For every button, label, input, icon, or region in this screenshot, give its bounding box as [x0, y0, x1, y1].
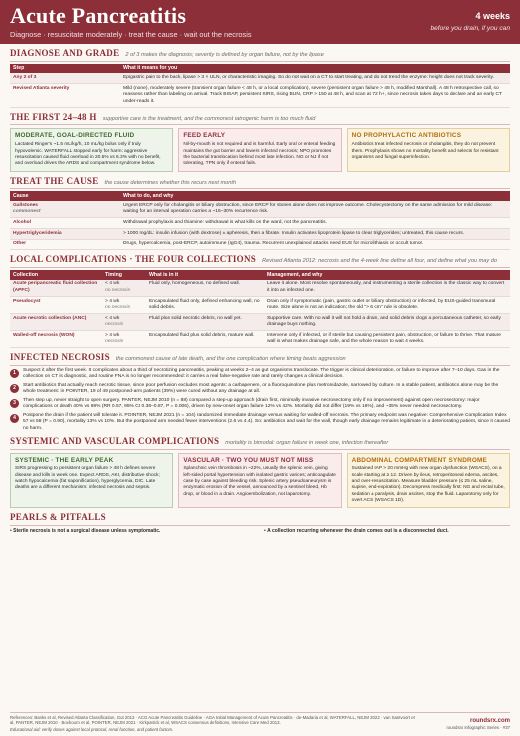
- table-header-row: [10, 64, 510, 74]
- row-key: Any 2 of 3: [10, 73, 120, 83]
- collection-label: Acute necrotic collection: [13, 315, 72, 321]
- column-header: What it means for you: [120, 64, 510, 74]
- management-cell: Intervene only if infected, or if sterile but causing persistent pain, obstruction, or failure to thrive. That mature wall is what makes drainage safe, and the whole reason to wait 4 weeks.: [264, 331, 510, 348]
- collection-label: Walled-off necrosis: [13, 332, 58, 338]
- series-label: roundsrx Infographic Series · #37: [446, 724, 510, 730]
- cause-qualifier: commonest: [13, 209, 41, 215]
- section-header: [10, 48, 510, 62]
- step-number: 2: [10, 384, 19, 393]
- pearl-item: • A collection recurring whenever the drain comes out is a disconnected duct.: [264, 528, 449, 535]
- content-cell: Encapsulated fluid plus solid debris, mature wall.: [146, 331, 264, 348]
- badge-sub: before you drain, if you can: [430, 24, 510, 32]
- collection-label: Acute peripancreatic fluid collection: [13, 281, 98, 287]
- page-title: Acute Pancreatitis: [10, 3, 187, 28]
- collection-abbr: (ANC): [72, 315, 87, 321]
- table-row: [10, 228, 510, 239]
- cause-table: [10, 191, 510, 250]
- timing-cell: [102, 280, 146, 297]
- card-title: NO PROPHYLACTIC ANTIBIOTICS: [351, 132, 462, 140]
- row-value: Mild (none), moderately severe (transient organ failure < 48 h, or a local complication), severe (persistent organ failure > 48 h, modified Marshall). A 48 h retrospective call, so reassess rather than labeling on arrival. Track BISAP, persistent SIRS, rising BUN, CRP > 150 at 48 h, and scan at 72 h+, since necrosis takes days to declare and an early CT under-reads it.: [120, 84, 510, 108]
- timing-note: no necrosis: [105, 304, 131, 310]
- row-key: Revised Atlanta severity: [10, 84, 120, 108]
- table-row: [10, 331, 510, 348]
- timing-badge: [430, 11, 510, 33]
- row-key: Alcohol: [10, 218, 120, 229]
- pearl-item: • Sterile necrosis is not a surgical disease unless symptomatic.: [10, 528, 161, 535]
- section-infected: [10, 352, 510, 432]
- timing-cell: [102, 296, 146, 313]
- section-note: supportive care is the treatment, and the commonest iatrogenic harm is too much fluid: [102, 115, 316, 122]
- card-text: Splanchnic vein thrombosis in ~22%, usually the splenic vein, giving left-sided portal hypertension with isolated gastric varices; anticoagulate case by case against bleeding risk. Splenic artery pseudoaneurysm is enzymatic erosion of the vessel, announced by a sentinel bleed, Hb drop, or blood in a drain. Angioembolization, not laparotomy.: [183, 466, 336, 497]
- section-header: [10, 352, 510, 366]
- timing-note: no necrosis: [105, 287, 131, 293]
- section-title: TREAT THE CAUSE: [10, 175, 99, 186]
- table-row: [10, 239, 510, 250]
- card-text: Nil-by-mouth is not required and is harmful. Early oral or enteral feeding maintains the gut barrier and lowers infected necrosis; NPO promotes the bacterial translocation behind most late infection. NG or NJ if not tolerating, TPN only if enteral fails.: [183, 142, 336, 167]
- collection-name: [10, 331, 102, 348]
- management-cell: Supportive care. With no wall it will not hold a drain, and solid debris clogs a percutaneous catheter, so early drainage buys nothing.: [264, 314, 510, 331]
- section-note: the commonest cause of late death, and the one complication where timing beats aggression: [115, 356, 346, 363]
- table-row: [10, 73, 510, 83]
- column-header: Management, and why: [264, 270, 510, 280]
- column-header: Collection: [10, 270, 102, 280]
- row-value: > 1000 mg/dL: insulin infusion (with dextrose) ± apheresis, then a fibrate. Insulin activates lipoprotein lipase to clear triglycerides; untreated, this cause recurs.: [120, 228, 510, 239]
- section-header: [10, 436, 510, 450]
- card-antibiotics: [347, 128, 510, 171]
- list-item: [10, 368, 510, 381]
- timing-note: necrosis: [105, 339, 124, 345]
- header-banner: [0, 0, 520, 44]
- row-key: [10, 201, 120, 218]
- step-text: Postpone the drain if the patient will tolerate it. POINTER, NEJM 2021 (n = 104) randomized immediate drainage versus waiting for walled-off necrosis. The primary endpoint was negative: Comprehensive Complication Index 57 vs 58 (P = 0.90), mortality 13% vs 10%. But the postponed arm needed fewer interventions (2.6 vs 4.4). So: antibiotics and wait for the wall, though early drainage remains legitimate in a deteriorating patient, since it caused no harm.: [23, 412, 510, 431]
- step-text: Then step up, never straight to open surgery. PANTER, NEJM 2010 (n = 88) compared a step-up approach (drain first, minimally invasive necrosectomy only if no improvement) against open necrosectomy: major complications or death 40% vs 69% (RR 0.57, 95% CI 0.38–0.87, P = 0.006), driven by new-onset organ failure 12% vs 42%. Mortality did not differ (19% vs 16%), and ~35% never needed necrosectomy.: [23, 397, 480, 410]
- step-number: 1: [10, 369, 19, 378]
- footer: [10, 712, 510, 733]
- column-header: Cause: [10, 191, 120, 201]
- pearls-row: [10, 528, 510, 535]
- section-note: the cause determines whether this recurs next month: [104, 179, 237, 186]
- card-title: ABDOMINAL COMPARTMENT SYNDROME: [351, 456, 488, 464]
- footer-brand: [446, 717, 510, 731]
- content-cell: Encapsulated fluid only, defined enhancing wall, no solid debris.: [146, 296, 264, 313]
- numbered-list: [10, 368, 510, 432]
- card-systemic: [10, 453, 173, 509]
- content-cell: Fluid plus solid necrotic debris, no wall yet.: [146, 314, 264, 331]
- card-feed: [178, 128, 341, 171]
- card-row: [10, 453, 510, 509]
- page-subtitle: Diagnose · resuscitate moderately · treat the cause · wait out the necrosis: [10, 30, 252, 39]
- pearl-text: Sterile necrosis is not a surgical disease unless symptomatic.: [13, 528, 161, 535]
- timing-note: necrosis: [105, 322, 124, 328]
- card-row: [10, 128, 510, 171]
- collection-abbr: (APFC): [13, 287, 30, 293]
- section-diagnose: [10, 48, 510, 108]
- collection-name: [10, 280, 102, 297]
- list-item: [10, 383, 510, 396]
- management-cell: Leave it alone. Most resolve spontaneously, and instrumenting a sterile collection is the classic way to convert it into an infected one.: [264, 280, 510, 297]
- table-header-row: [10, 270, 510, 280]
- row-value: Urgent ERCP only for cholangitis or biliary obstruction, since ERCP for stones alone does not improve outcome. Cholecystectomy on the same admission for mild disease: waiting for an interval operation carries a ~15–30% recurrence risk.: [120, 201, 510, 218]
- section-header: [10, 112, 510, 126]
- section-local: [10, 254, 510, 348]
- table-row: [10, 84, 510, 108]
- row-value: Withdrawal prophylaxis and thiamine: withdrawal is what kills on the ward, not the pancreatitis.: [120, 218, 510, 229]
- section-header: [10, 512, 510, 526]
- section-cause: [10, 176, 510, 251]
- timing-value: > 4 wk: [105, 298, 120, 304]
- section-title: SYSTEMIC AND VASCULAR COMPLICATIONS: [10, 435, 220, 446]
- list-item: [10, 413, 510, 432]
- collections-table: [10, 270, 510, 348]
- section-title: INFECTED NECROSIS: [10, 352, 110, 363]
- card-vascular: [178, 453, 341, 509]
- section-systemic: [10, 436, 510, 508]
- column-header: Step: [10, 64, 120, 74]
- section-title: LOCAL COMPLICATIONS · THE FOUR COLLECTIONS: [10, 254, 257, 265]
- table-header-row: [10, 191, 510, 201]
- site-link[interactable]: roundsrx.com: [469, 717, 510, 724]
- section-header: [10, 254, 510, 268]
- table-row: [10, 280, 510, 297]
- row-key: Hypertriglyceridemia: [10, 228, 120, 239]
- card-text: SIRS progressing to persistent organ failure > 48 h defines severe disease and kills in week one. Expect ARDS, AKI, distributive shock; watch hypocalcemia (fat saponification), hyperglycemia, DIC. Late deaths are a different mechanism: infected necrosis and sepsis.: [15, 466, 160, 491]
- row-value: Drugs, hypercalcemia, post-ERCP, autoimmune (IgG4), trauma. Recurrent unexplained attacks need EUS for microlithiasis or occult tumor.: [120, 239, 510, 250]
- row-key: Other: [10, 239, 120, 250]
- card-text: Antibiotics treat infected necrosis or cholangitis, they do not prevent them. Prophylaxis shows no mortality benefit and selects for resistant organisms and fungal superinfection.: [351, 142, 499, 160]
- card-title: MODERATE, GOAL-DIRECTED FLUID: [15, 132, 135, 140]
- step-number: 4: [10, 414, 19, 423]
- badge-main: 4 weeks: [475, 11, 510, 21]
- collection-name: Pseudocyst: [10, 296, 102, 313]
- pearl-text: A collection recurring whenever the drain comes out is a disconnected duct.: [267, 528, 449, 535]
- table-row: [10, 218, 510, 229]
- disclaimer: Educational aid: verify doses against local protocol, renal function, and patient factors.: [10, 727, 174, 733]
- card-text: Lactated Ringer's ~1.5 mL/kg/h, 10 mL/kg bolus only if truly hypovolemic. WATERFALL stopped early for harm: aggressive resuscitation caused fluid overload in 20.5% vs 6.3% with no benefit, and overload drives the ARDS and compartment syndrome below.: [15, 142, 161, 167]
- table-row: [10, 314, 510, 331]
- table-row: [10, 296, 510, 313]
- section-pearls: [10, 512, 510, 534]
- content-cell: Fluid only, homogeneous, no defined wall.: [146, 280, 264, 297]
- section-note: mortality is bimodal: organ failure in week one, infection thereafter: [225, 439, 389, 446]
- card-compartment: [347, 453, 510, 509]
- column-header: What is in it: [146, 270, 264, 280]
- section-header: [10, 176, 510, 190]
- section-title: DIAGNOSE AND GRADE: [10, 48, 120, 58]
- step-text: Suspect it after the first week. It complicates about a third of necrotizing pancreatitis, peaking at weeks 2–4 as gut organisms translocate. The trigger is clinical deterioration, or failure to improve after 7–10 days. Gas in the collection on CT is diagnostic, and routine FNA is no longer recommended: it carries a real false-negative rate and rarely changes a clinical decision.: [23, 367, 500, 380]
- collection-abbr: (WON): [59, 332, 75, 338]
- card-title: SYSTEMIC · THE EARLY PEAK: [15, 456, 114, 464]
- cause-name: Gallstones: [13, 202, 39, 208]
- column-header: Timing: [102, 270, 146, 280]
- diagnosis-table: [10, 64, 510, 108]
- card-title: FEED EARLY: [183, 132, 226, 140]
- column-header: What to do, and why: [120, 191, 510, 201]
- section-note: 2 of 3 makes the diagnosis; severity is defined by organ failure, not by the lipase: [125, 52, 324, 58]
- card-fluid: [10, 128, 173, 171]
- card-title: VASCULAR · TWO YOU MUST NOT MISS: [183, 456, 314, 464]
- references: References: Banks et al, Revised Atlanta Classification, Gut 2013 · ACG Acute Pancreatitis Guideline · AGA Initial Management of Acute Pancreatitis · de-Madaria et al, WATERFALL, NEJM 2022 · van Santvoort et al, PANTER, NEJM 2010 · Boxhoorn et al, POINTER, NEJM 2021 · Kirkpatrick et al, WSACS consensus definitions, Intensive Care Med 2013.: [10, 714, 415, 726]
- timing-value: < 4 wk: [105, 281, 120, 287]
- section-title: PEARLS & PITFALLS: [10, 512, 106, 523]
- step-number: 3: [10, 399, 19, 408]
- table-row: [10, 201, 510, 218]
- collection-name: [10, 314, 102, 331]
- section-title: THE FIRST 24–48 H: [10, 111, 97, 122]
- management-cell: Drain only if symptomatic (pain, gastric outlet or biliary obstruction) or infected, by EUS-guided transmural route. Size alone is not an indication; the old "> 6 cm" rule is obsolete.: [264, 296, 510, 313]
- card-text: Sustained IAP > 20 mmHg with new organ dysfunction (WSACS), on a scale starting at ≥ 12. Driven by ileus, retroperitoneal edema, ascites, and over-resuscitation. Measure bladder pressure (≤ 25 mL saline, supine, end-expiration). Decompress medically first: NG and rectal tube, sedation ± paralysis, drain ascites, stop the fluid. Laparotomy only for overt ACS (WSACS 1D).: [351, 466, 505, 504]
- timing-cell: [102, 331, 146, 348]
- list-item: [10, 398, 510, 411]
- timing-value: < 4 wk: [105, 315, 120, 321]
- row-value: Epigastric pain to the back, lipase > 3 × ULN, or characteristic imaging. So do not wait on a CT to start treating, and do not trend the enzyme: height does not track severity.: [120, 73, 510, 83]
- timing-value: > 4 wk: [105, 332, 120, 338]
- section-note: Revised Atlanta 2012: necrosis and the 4-week line define all four, and define what you may do: [262, 258, 497, 265]
- step-text: Start antibiotics that actually reach necrotic tissue, since poor perfusion excludes most agents: a carbapenem, or a fluoroquinolone plus metronidazole, narrowed by culture. In a stable patient, antibiotics alone may be the whole treatment: in POINTER, 19 of 49 postponed-arm patients (39%) were cured without any drainage at all.: [23, 382, 499, 395]
- timing-cell: [102, 314, 146, 331]
- section-first-48h: [10, 112, 510, 172]
